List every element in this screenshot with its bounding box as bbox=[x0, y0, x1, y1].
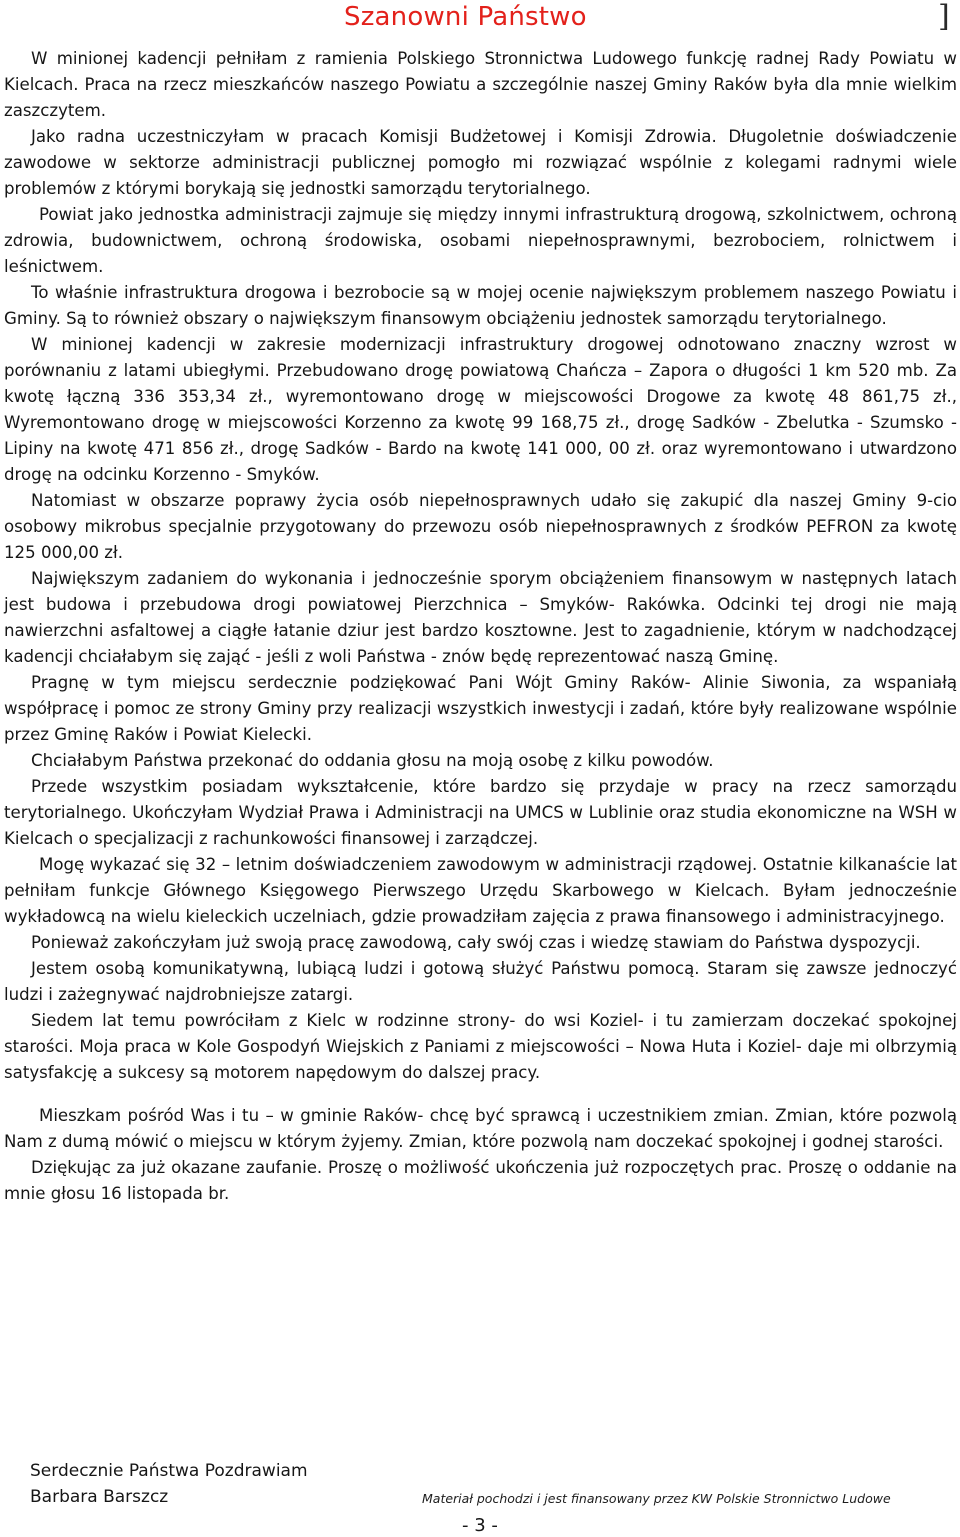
paragraph-12: Ponieważ zakończyłam już swoją pracę zawodową, cały swój czas i wiedzę stawiam do Państwa dyspozycji. bbox=[31, 933, 921, 952]
paragraph-14: Siedem lat temu powróciłam z Kielc w rodzinne strony- do wsi Koziel- i tu zamierzam doczekać spokojnej starości. Moja praca w Kole Gospodyń Wiejskich z Paniami z miejscowości – Nowa Huta i Koziel- daje mi olbrzymią satysfakcję a sukcesy są motorem napędowym do dalszej pracy. bbox=[4, 1011, 957, 1082]
paragraph-15: Mieszkam pośród Was i tu – w gminie Raków- chcę być sprawcą i uczestnikiem zmian. Zmian, które pozwolą Nam z dumą mówić o miejscu w którym żyjemy. Zmian, które pozwolą nam doczekać spokojnej i godnej starości. bbox=[4, 1106, 957, 1151]
closing-line: Serdecznie Państwa Pozdrawiam bbox=[30, 1461, 308, 1481]
paragraph-9: Chciałabym Państwa przekonać do oddania głosu na moją osobę z kilku powodów. bbox=[31, 751, 714, 770]
paragraph-6: Natomiast w obszarze poprawy życia osób niepełnosprawnych udało się zakupić dla naszej Gminy 9-cio osobowy mikrobus specjalnie przygotowany do przewozu osób niepełnosprawnych z środków PEFRON za kwotę 125 000,00 zł. bbox=[4, 491, 957, 562]
paragraph-8: Pragnę w tym miejscu serdecznie podziękować Pani Wójt Gminy Raków- Alinie Siwonia, za wspaniałą współpracę i pomoc ze strony Gminy przy realizacji wszystkich inwestycji i zadań, które były realizowane wspólnie przez Gminę Raków i Powiat Kielecki. bbox=[4, 673, 957, 744]
paragraph-3: Powiat jako jednostka administracji zajmuje się między innymi infrastrukturą drogową, szkolnictwem, ochroną zdrowia, budownictwem, ochroną środowiska, osobami niepełnosprawnymi, bezrobociem, rolnictwem i leśnictwem. bbox=[4, 205, 957, 276]
paragraph-10: Przede wszystkim posiadam wykształcenie, które bardzo się przydaje w pracy na rzecz samorządu terytorialnego. Ukończyłam Wydział Prawa i Administracji na UMCS w Lublinie oraz studia ekonomiczne na WSH w Kielcach o specjalizacji z rachunkowości finansowej i zarządczej. bbox=[4, 777, 957, 848]
page-title: Szanowni Państwo bbox=[344, 2, 587, 32]
paragraph-7: Największym zadaniem do wykonania i jednocześnie sporym obciążeniem finansowym w następnych latach jest budowa i przebudowa drogi powiatowej Pierzchnica – Smyków- Rakówka. Odcinki tej drogi nie mają nawierzchni asfaltowej a ciągłe łatanie dziur jest bardzo kosztowne. Jest to zagadnienie, którym w nadchodzącej kadencji chciałabym się zająć - jeśli z woli Państwa - znów będę reprezentować naszą Gminę. bbox=[4, 569, 957, 666]
paragraph-11: Mogę wykazać się 32 – letnim doświadczeniem zawodowym w administracji rządowej. Ostatnie kilkanaście lat pełniłam funkcje Głównego Księgowego Pierwszego Urzędu Skarbowego w Kielcach. Byłam jednocześnie wykładowcą na wielu kieleckich uczelniach, gdzie prowadziłam zajęcia z prawa finansowego i administracyjnego. bbox=[4, 855, 957, 926]
signature-name: Barbara Barszcz bbox=[30, 1487, 169, 1507]
paragraph-13: Jestem osobą komunikatywną, lubiącą ludzi i gotową służyć Państwu pomocą. Staram się zawsze jednoczyć ludzi i zażegnywać najdrobniejsze zatargi. bbox=[4, 959, 957, 1004]
page-number: - 3 - bbox=[462, 1515, 498, 1536]
paragraph-2: Jako radna uczestniczyłam w pracach Komisji Budżetowej i Komisji Zdrowia. Długoletnie doświadczenie zawodowe w sektorze administracji publicznej pomogło mi rozwiązać wspólnie z kolegami radnymi wiele problemów z którymi borykają się jednostki samorządu terytorialnego. bbox=[4, 127, 957, 198]
paragraph-16: Dziękując za już okazane zaufanie. Proszę o możliwość ukończenia już rozpoczętych prac. Proszę o oddanie na mnie głosu 16 listopada br. bbox=[4, 1158, 957, 1203]
paragraph-4: To właśnie infrastruktura drogowa i bezrobocie są w mojej ocenie największym problemem naszego Powiatu i Gminy. Są to również obszary o największym finansowym obciążeniu jednostek samorządu terytorialnego. bbox=[4, 283, 957, 328]
signature-block bbox=[30, 1458, 308, 1510]
corner-mark: ] bbox=[938, 0, 950, 34]
paragraph-5: W minionej kadencji w zakresie modernizacji infrastruktury drogowej odnotowano znaczny wzrost w porównaniu z latami ubiegłymi. Przebudowano drogę powiatową Chańcza – Zapora o długości 1 km 520 mb. Za kwotę łączną 336 353,34 zł., wyremontowano drogę w miejscowości Drogowe za kwotę 48 861,75 zł., Wyremontowano drogę w miejscowości Korzenno za kwotę 99 168,75 zł., drogę Sadków - Zbelutka - Szumsko - Lipiny na kwotę 471 856 zł., drogę Sadków - Bardo na kwotę 141 000, 00 zł. oraz wyremontowano i utwardzono drogę na odcinku Korzenno - Smyków. bbox=[4, 335, 957, 484]
paragraph-1: W minionej kadencji pełniłam z ramienia Polskiego Stronnictwa Ludowego funkcję radnej Rady Powiatu w Kielcach. Praca na rzecz mieszkańców naszego Powiatu a szczególnie naszej Gminy Raków była dla mnie wielkim zaszczytem. bbox=[4, 49, 957, 120]
letter-body bbox=[4, 46, 957, 1207]
funding-note: Materiał pochodzi i jest finansowany przez KW Polskie Stronnictwo Ludowe bbox=[422, 1491, 891, 1506]
